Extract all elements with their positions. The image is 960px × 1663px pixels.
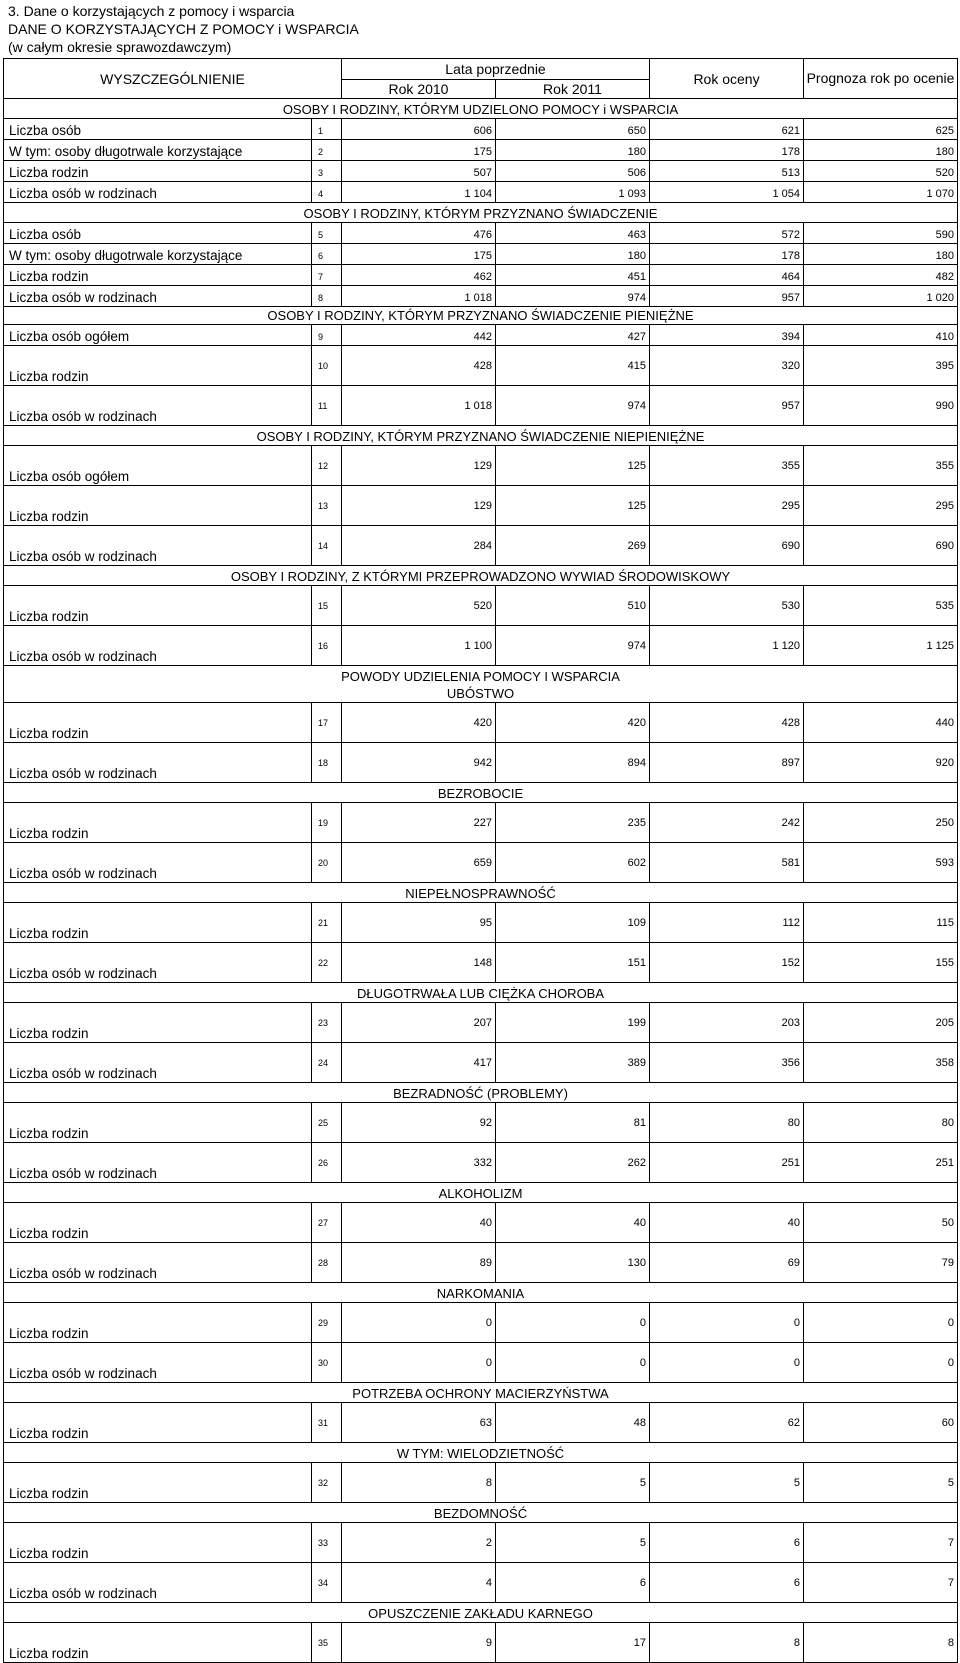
- row-label: Liczba osób w rodzinach: [4, 182, 312, 203]
- section-title: BEZDOMNOŚĆ: [433, 1506, 528, 1521]
- value-forecast: 590: [804, 223, 958, 244]
- value-2010: 9: [342, 1623, 496, 1663]
- section-header: [4, 1383, 958, 1403]
- value-2011: 463: [496, 223, 650, 244]
- row-number: 25: [312, 1103, 342, 1143]
- value-forecast: 1 070: [804, 182, 958, 203]
- value-current-year: 572: [650, 223, 804, 244]
- value-2011: 974: [496, 286, 650, 307]
- table-row: [4, 486, 958, 526]
- value-forecast: 295: [804, 486, 958, 526]
- row-number: 31: [312, 1403, 342, 1443]
- row-number: 28: [312, 1243, 342, 1283]
- value-current-year: 1 054: [650, 182, 804, 203]
- row-label: Liczba rodzin: [4, 1203, 312, 1243]
- table-row: [4, 182, 958, 203]
- row-number: 17: [312, 703, 342, 743]
- value-2010: 0: [342, 1343, 496, 1383]
- section-header: [4, 666, 958, 703]
- row-number: 35: [312, 1623, 342, 1663]
- value-2010: 442: [342, 325, 496, 346]
- section-title: OSOBY I RODZINY, Z KTÓRYMI PRZEPROWADZONO WYWIAD ŚRODOWISKOWY: [230, 569, 731, 584]
- row-number: 22: [312, 943, 342, 983]
- header-prev-years: Lata poprzednie: [342, 59, 650, 80]
- value-forecast: 7: [804, 1523, 958, 1563]
- header-current-year: Rok oceny: [650, 59, 804, 99]
- value-2011: 125: [496, 446, 650, 486]
- value-current-year: 621: [650, 119, 804, 140]
- value-current-year: 62: [650, 1403, 804, 1443]
- table-row: [4, 346, 958, 386]
- value-2010: 95: [342, 903, 496, 943]
- value-current-year: 0: [650, 1303, 804, 1343]
- value-2010: 942: [342, 743, 496, 783]
- row-number: 16: [312, 626, 342, 666]
- value-2011: 510: [496, 586, 650, 626]
- row-number: 27: [312, 1203, 342, 1243]
- table-row: [4, 1003, 958, 1043]
- value-forecast: 80: [804, 1103, 958, 1143]
- value-forecast: 60: [804, 1403, 958, 1443]
- table-row: [4, 1403, 958, 1443]
- table-row: [4, 286, 958, 307]
- value-current-year: 690: [650, 526, 804, 566]
- page-titles: [8, 2, 359, 56]
- value-2011: 109: [496, 903, 650, 943]
- value-current-year: 295: [650, 486, 804, 526]
- value-forecast: 115: [804, 903, 958, 943]
- table-row: [4, 903, 958, 943]
- section-title: ALKOHOLIZM: [438, 1186, 523, 1201]
- value-forecast: 180: [804, 244, 958, 265]
- section-header: [4, 1083, 958, 1103]
- header-year-2010: Rok 2010: [342, 80, 496, 99]
- table-row: [4, 586, 958, 626]
- value-2010: 417: [342, 1043, 496, 1083]
- value-2011: 269: [496, 526, 650, 566]
- value-forecast: 482: [804, 265, 958, 286]
- section-header: [4, 1503, 958, 1523]
- section-title: OSOBY I RODZINY, KTÓRYM PRZYZNANO ŚWIADCZENIE: [303, 206, 658, 221]
- row-label: Liczba osób w rodzinach: [4, 1243, 312, 1283]
- value-forecast: 0: [804, 1343, 958, 1383]
- value-2011: 5: [496, 1463, 650, 1503]
- section-header: [4, 203, 958, 223]
- row-label: Liczba osób w rodzinach: [4, 1143, 312, 1183]
- row-number: 23: [312, 1003, 342, 1043]
- row-label: Liczba rodzin: [4, 486, 312, 526]
- section-title: OSOBY I RODZINY, KTÓRYM PRZYZNANO ŚWIADCZENIE PIENIĘŻNE: [267, 308, 694, 323]
- section-header: [4, 1603, 958, 1623]
- row-label: Liczba osób ogółem: [4, 446, 312, 486]
- row-label: Liczba osób w rodzinach: [4, 743, 312, 783]
- data-table: [3, 58, 958, 1663]
- section-title: NIEPEŁNOSPRAWNOŚĆ: [405, 886, 556, 901]
- value-current-year: 178: [650, 140, 804, 161]
- value-2010: 659: [342, 843, 496, 883]
- row-number: 32: [312, 1463, 342, 1503]
- section-title: BEZRADNOŚĆ (PROBLEMY): [393, 1086, 568, 1101]
- value-2011: 262: [496, 1143, 650, 1183]
- value-forecast: 440: [804, 703, 958, 743]
- value-2011: 40: [496, 1203, 650, 1243]
- value-current-year: 8: [650, 1623, 804, 1663]
- row-label: Liczba osób ogółem: [4, 325, 312, 346]
- value-2010: 1 104: [342, 182, 496, 203]
- value-2011: 151: [496, 943, 650, 983]
- value-current-year: 5: [650, 1463, 804, 1503]
- value-current-year: 464: [650, 265, 804, 286]
- row-number: 34: [312, 1563, 342, 1603]
- value-forecast: 990: [804, 386, 958, 426]
- row-number: 12: [312, 446, 342, 486]
- section-title: POWODY UDZIELENIA POMOCY I WSPARCIA: [341, 669, 620, 684]
- header-spec: WYSZCZEGÓLNIENIE: [4, 59, 342, 99]
- value-2010: 89: [342, 1243, 496, 1283]
- value-forecast: 625: [804, 119, 958, 140]
- value-2010: 1 100: [342, 626, 496, 666]
- value-forecast: 251: [804, 1143, 958, 1183]
- table-row: [4, 1203, 958, 1243]
- row-number: 3: [312, 161, 342, 182]
- value-forecast: 395: [804, 346, 958, 386]
- table-row: [4, 843, 958, 883]
- value-2010: 175: [342, 140, 496, 161]
- header-year-2011: Rok 2011: [496, 80, 650, 99]
- value-2011: 974: [496, 386, 650, 426]
- value-2011: 17: [496, 1623, 650, 1663]
- value-2011: 235: [496, 803, 650, 843]
- table-row: [4, 223, 958, 244]
- table-row: [4, 1103, 958, 1143]
- value-2011: 389: [496, 1043, 650, 1083]
- table-row: [4, 743, 958, 783]
- section-title: OSOBY I RODZINY, KTÓRYM UDZIELONO POMOCY i WSPARCIA: [282, 102, 679, 117]
- value-current-year: 957: [650, 386, 804, 426]
- section-header: [4, 566, 958, 586]
- table-row: [4, 703, 958, 743]
- value-forecast: 410: [804, 325, 958, 346]
- table-row: [4, 803, 958, 843]
- value-current-year: 897: [650, 743, 804, 783]
- value-2010: 207: [342, 1003, 496, 1043]
- row-label: Liczba rodzin: [4, 803, 312, 843]
- row-number: 5: [312, 223, 342, 244]
- value-2010: 1 018: [342, 386, 496, 426]
- row-label: Liczba osób w rodzinach: [4, 626, 312, 666]
- row-label: Liczba rodzin: [4, 265, 312, 286]
- value-current-year: 40: [650, 1203, 804, 1243]
- row-number: 19: [312, 803, 342, 843]
- value-2011: 5: [496, 1523, 650, 1563]
- value-2010: 476: [342, 223, 496, 244]
- value-forecast: 205: [804, 1003, 958, 1043]
- row-label: Liczba osób w rodzinach: [4, 1043, 312, 1083]
- row-number: 11: [312, 386, 342, 426]
- row-number: 7: [312, 265, 342, 286]
- section-header: [4, 783, 958, 803]
- value-forecast: 5: [804, 1463, 958, 1503]
- row-label: Liczba rodzin: [4, 1003, 312, 1043]
- value-current-year: 355: [650, 446, 804, 486]
- value-2011: 180: [496, 244, 650, 265]
- value-forecast: 0: [804, 1303, 958, 1343]
- table-row: [4, 161, 958, 182]
- table-row: [4, 943, 958, 983]
- table-row: [4, 1563, 958, 1603]
- value-2010: 0: [342, 1303, 496, 1343]
- value-current-year: 394: [650, 325, 804, 346]
- value-2010: 8: [342, 1463, 496, 1503]
- table-row: [4, 140, 958, 161]
- table-row: [4, 526, 958, 566]
- value-2010: 284: [342, 526, 496, 566]
- row-number: 30: [312, 1343, 342, 1383]
- value-current-year: 203: [650, 1003, 804, 1043]
- value-2010: 1 018: [342, 286, 496, 307]
- value-2011: 427: [496, 325, 650, 346]
- value-2010: 63: [342, 1403, 496, 1443]
- table-row: [4, 325, 958, 346]
- row-number: 20: [312, 843, 342, 883]
- value-forecast: 50: [804, 1203, 958, 1243]
- row-number: 24: [312, 1043, 342, 1083]
- value-2010: 129: [342, 446, 496, 486]
- row-label: Liczba osób w rodzinach: [4, 386, 312, 426]
- value-2011: 420: [496, 703, 650, 743]
- value-2010: 606: [342, 119, 496, 140]
- value-2010: 92: [342, 1103, 496, 1143]
- value-current-year: 356: [650, 1043, 804, 1083]
- value-current-year: 320: [650, 346, 804, 386]
- value-forecast: 180: [804, 140, 958, 161]
- value-2010: 507: [342, 161, 496, 182]
- value-2010: 40: [342, 1203, 496, 1243]
- row-label: Liczba rodzin: [4, 1303, 312, 1343]
- value-2010: 462: [342, 265, 496, 286]
- section-title: OPUSZCZENIE ZAKŁADU KARNEGO: [368, 1606, 593, 1621]
- value-forecast: 593: [804, 843, 958, 883]
- row-number: 13: [312, 486, 342, 526]
- row-label: Liczba rodzin: [4, 586, 312, 626]
- value-2011: 6: [496, 1563, 650, 1603]
- row-label: Liczba rodzin: [4, 903, 312, 943]
- value-forecast: 1 125: [804, 626, 958, 666]
- value-2010: 129: [342, 486, 496, 526]
- value-2011: 180: [496, 140, 650, 161]
- value-2011: 0: [496, 1303, 650, 1343]
- section-title: BEZROBOCIE: [437, 786, 524, 801]
- value-2011: 451: [496, 265, 650, 286]
- table-row: [4, 1303, 958, 1343]
- value-forecast: 1 020: [804, 286, 958, 307]
- row-number: 29: [312, 1303, 342, 1343]
- value-2011: 0: [496, 1343, 650, 1383]
- table-row: [4, 244, 958, 265]
- value-current-year: 957: [650, 286, 804, 307]
- value-current-year: 513: [650, 161, 804, 182]
- row-number: 14: [312, 526, 342, 566]
- row-label: Liczba rodzin: [4, 1103, 312, 1143]
- row-label: Liczba rodzin: [4, 1463, 312, 1503]
- section-header: [4, 1283, 958, 1303]
- section-header: [4, 1183, 958, 1203]
- table-row: [4, 446, 958, 486]
- row-label: Liczba osób: [4, 119, 312, 140]
- value-current-year: 530: [650, 586, 804, 626]
- value-current-year: 178: [650, 244, 804, 265]
- value-2011: 894: [496, 743, 650, 783]
- value-forecast: 250: [804, 803, 958, 843]
- value-forecast: 520: [804, 161, 958, 182]
- table-title: DANE O KORZYSTAJĄCYCH Z POMOCY i WSPARCIA: [8, 21, 359, 37]
- row-label: Liczba rodzin: [4, 703, 312, 743]
- value-current-year: 251: [650, 1143, 804, 1183]
- row-label: Liczba rodzin: [4, 1403, 312, 1443]
- table-row: [4, 265, 958, 286]
- row-label: Liczba rodzin: [4, 1523, 312, 1563]
- value-2010: 520: [342, 586, 496, 626]
- value-current-year: 428: [650, 703, 804, 743]
- table-subtitle: (w całym okresie sprawozdawczym): [8, 39, 232, 55]
- value-current-year: 6: [650, 1523, 804, 1563]
- header-forecast: Prognoza rok po ocenie: [804, 59, 958, 99]
- row-number: 1: [312, 119, 342, 140]
- value-2010: 175: [342, 244, 496, 265]
- table-row: [4, 1623, 958, 1663]
- value-forecast: 535: [804, 586, 958, 626]
- value-2011: 650: [496, 119, 650, 140]
- table-row: [4, 1343, 958, 1383]
- row-number: 6: [312, 244, 342, 265]
- value-2010: 428: [342, 346, 496, 386]
- table-row: [4, 626, 958, 666]
- row-number: 33: [312, 1523, 342, 1563]
- value-2010: 420: [342, 703, 496, 743]
- section-title: NARKOMANIA: [436, 1286, 525, 1301]
- value-2010: 332: [342, 1143, 496, 1183]
- row-label: Liczba rodzin: [4, 161, 312, 182]
- section-header: [4, 307, 958, 325]
- table-row: [4, 1143, 958, 1183]
- value-2010: 148: [342, 943, 496, 983]
- value-2011: 199: [496, 1003, 650, 1043]
- row-number: 18: [312, 743, 342, 783]
- value-current-year: 242: [650, 803, 804, 843]
- row-label: Liczba rodzin: [4, 346, 312, 386]
- value-2011: 1 093: [496, 182, 650, 203]
- value-2011: 125: [496, 486, 650, 526]
- value-2010: 4: [342, 1563, 496, 1603]
- row-number: 26: [312, 1143, 342, 1183]
- value-current-year: 112: [650, 903, 804, 943]
- value-forecast: 155: [804, 943, 958, 983]
- section-title: W TYM: WIELODZIETNOŚĆ: [396, 1446, 565, 1461]
- section-title: OSOBY I RODZINY, KTÓRYM PRZYZNANO ŚWIADCZENIE NIEPIENIĘŻNE: [256, 429, 705, 444]
- value-forecast: 358: [804, 1043, 958, 1083]
- value-current-year: 80: [650, 1103, 804, 1143]
- table-row: [4, 1463, 958, 1503]
- section-header: [4, 883, 958, 903]
- row-number: 21: [312, 903, 342, 943]
- section-subtitle: UBÓSTWO: [446, 686, 515, 701]
- value-2011: 506: [496, 161, 650, 182]
- value-current-year: 581: [650, 843, 804, 883]
- value-forecast: 690: [804, 526, 958, 566]
- value-current-year: 6: [650, 1563, 804, 1603]
- row-label: W tym: osoby długotrwale korzystające: [4, 140, 312, 161]
- row-label: Liczba osób w rodzinach: [4, 286, 312, 307]
- table-row: [4, 1043, 958, 1083]
- section-header: [4, 426, 958, 446]
- value-forecast: 79: [804, 1243, 958, 1283]
- value-2010: 227: [342, 803, 496, 843]
- row-number: 2: [312, 140, 342, 161]
- row-number: 8: [312, 286, 342, 307]
- value-forecast: 355: [804, 446, 958, 486]
- section-header: [4, 1443, 958, 1463]
- row-number: 4: [312, 182, 342, 203]
- value-2011: 48: [496, 1403, 650, 1443]
- section-title: DŁUGOTRWAŁA LUB CIĘŻKA CHOROBA: [356, 986, 605, 1001]
- value-current-year: 152: [650, 943, 804, 983]
- value-current-year: 0: [650, 1343, 804, 1383]
- value-forecast: 7: [804, 1563, 958, 1603]
- row-number: 10: [312, 346, 342, 386]
- table-row: [4, 1243, 958, 1283]
- value-current-year: 1 120: [650, 626, 804, 666]
- section-title: POTRZEBA OCHRONY MACIERZYŃSTWA: [352, 1386, 609, 1401]
- row-label: Liczba osób: [4, 223, 312, 244]
- row-number: 15: [312, 586, 342, 626]
- row-label: W tym: osoby długotrwale korzystające: [4, 244, 312, 265]
- row-label: Liczba osób w rodzinach: [4, 1343, 312, 1383]
- section-header: [4, 983, 958, 1003]
- section-header: [4, 99, 958, 119]
- value-2011: 974: [496, 626, 650, 666]
- value-2011: 602: [496, 843, 650, 883]
- row-label: Liczba osób w rodzinach: [4, 943, 312, 983]
- value-2011: 415: [496, 346, 650, 386]
- value-forecast: 920: [804, 743, 958, 783]
- value-2011: 81: [496, 1103, 650, 1143]
- value-2010: 2: [342, 1523, 496, 1563]
- value-2011: 130: [496, 1243, 650, 1283]
- page-title: 3. Dane o korzystających z pomocy i wsparcia: [8, 3, 295, 19]
- table-row: [4, 119, 958, 140]
- value-forecast: 8: [804, 1623, 958, 1663]
- table-row: [4, 386, 958, 426]
- row-number: 9: [312, 325, 342, 346]
- row-label: Liczba osób w rodzinach: [4, 843, 312, 883]
- row-label: Liczba osób w rodzinach: [4, 1563, 312, 1603]
- value-current-year: 69: [650, 1243, 804, 1283]
- row-label: Liczba osób w rodzinach: [4, 526, 312, 566]
- row-label: Liczba rodzin: [4, 1623, 312, 1663]
- table-row: [4, 1523, 958, 1563]
